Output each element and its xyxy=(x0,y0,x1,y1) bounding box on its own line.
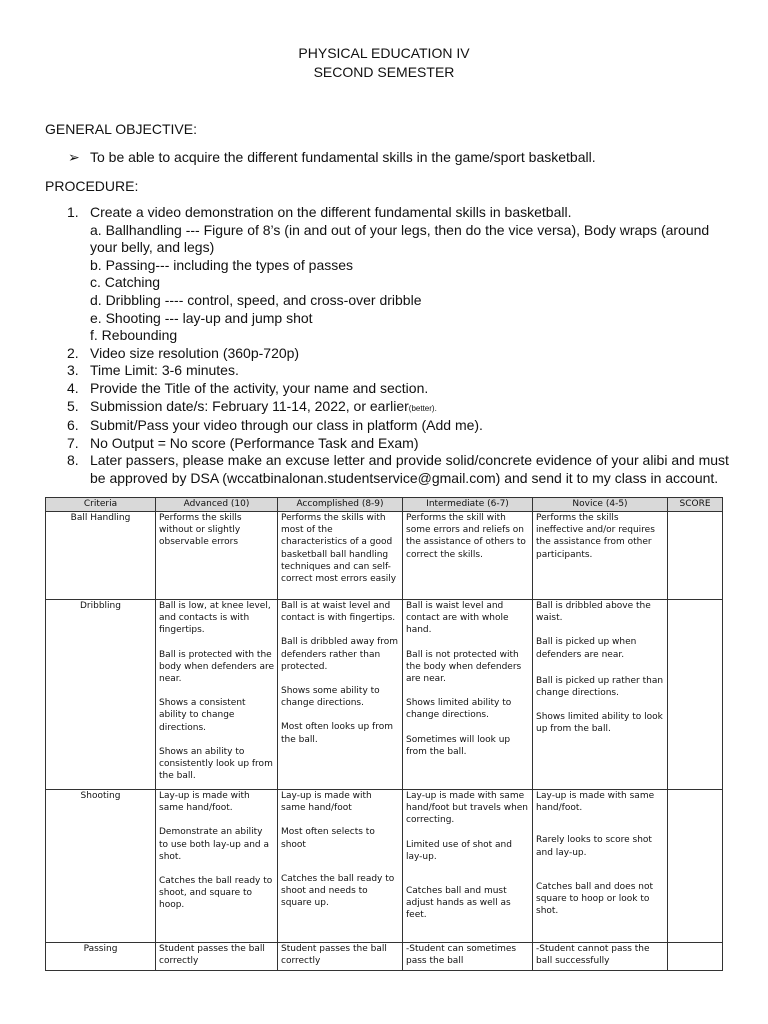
rubric-header-row xyxy=(46,498,723,512)
sub-item-b: b. Passing--- including the types of passes xyxy=(90,256,354,273)
criteria-cell: Ball Handling xyxy=(46,512,156,600)
procedure-item-5: 5. Submission date/s: February 11-14, 2022, or earlier(better). xyxy=(67,397,437,414)
sub-item-c: c. Catching xyxy=(90,274,161,291)
procedure-item-7: 7. No Output = No score (Performance Task and Exam) xyxy=(67,434,419,451)
sub-item-f: f. Rebounding xyxy=(90,327,178,344)
objective-item xyxy=(68,148,748,166)
sub-item-e: e. Shooting --- lay-up and jump shot xyxy=(90,309,313,326)
procedure-item-1: 1. Create a video demonstration on the different fundamental skills in basketball. a. Ballhandling --- Figure of 8’s (in and out of your legs, then do the vice versa), Body wraps (around your belly, and legs) b. Passing--- including the types of passes c. Catching d. Dribbling ---- control, speed, and cross-over dribble e. Shooting --- lay-up and jump shot f. Rebounding xyxy=(45,204,735,345)
objective-text: To be able to acquire the different fundamental skills in the game/sport basketball. xyxy=(90,149,596,165)
score-cell[interactable] xyxy=(668,943,723,971)
score-cell[interactable] xyxy=(668,790,723,943)
sub-item-a: a. Ballhandling --- Figure of 8’s (in and out of your legs, then do the vice versa), Body wraps (around your belly, and legs) xyxy=(90,221,710,256)
procedure-item-4: 4. Provide the Title of the activity, your name and section. xyxy=(67,379,429,396)
table-row: Dribbling Ball is low, at knee level, and contacts is with fingertips. Ball is protected with the body when defenders are near. Shows a consistent ability to change directions. Shows an ability to consistently look up from the ball. Ball is at waist level and contact is with fingertips. Ball is dribbled away from defenders rather than protected. Shows some ability to change directions. Most often looks up from the ball. Ball is waist level and contact are with whole hand. Ball is not protected with the body when defenders are near. Shows limited ability to change directions. Sometimes will look up from the ball. Ball is dribbled above the waist. Ball is picked up when defenders are near. Ball is picked up rather than change directions. Shows limited ability to look up from the ball. xyxy=(46,600,723,790)
header-advanced: Advanced (10) xyxy=(156,498,278,512)
score-cell[interactable] xyxy=(668,512,723,600)
procedure-item-text: Create a video demonstration on the different fundamental skills in basketball. xyxy=(90,204,572,220)
table-row: Shooting Lay-up is made with same hand/foot. Demonstrate an ability to use both lay-up and a shot. Catches the ball ready to shoot, and square to hoop. Lay-up is made with same hand/foot Most often selects to shoot Catches the ball ready to shoot and needs to square up. Lay-up is made with same hand/foot but travels when correcting. Limited use of shot and lay-up. Catches ball and must adjust hands as well as feet. Lay-up is made with same hand/foot. Rarely looks to score shot and lay-up. Catches ball and does not square to hoop or look to shot. xyxy=(46,790,723,943)
score-cell[interactable] xyxy=(668,600,723,790)
document-title: PHYSICAL EDUCATION IV xyxy=(298,45,470,61)
criteria-cell: Passing xyxy=(46,943,156,971)
header-criteria: Criteria xyxy=(46,498,156,512)
criteria-cell: Dribbling xyxy=(46,600,156,790)
header-score: SCORE xyxy=(668,498,723,512)
table-row: Ball Handling Performs the skills without or slightly observable errors Performs the skills with most of the characteristics of a good basketball ball handling techniques and can self-correct most errors easily Performs the skill with some errors and reliefs on the assistance of others to correct the skills. Performs the skills ineffective and/or requires the assistance from other participants. xyxy=(46,512,723,600)
document-subtitle: SECOND SEMESTER xyxy=(313,64,455,80)
procedure-list xyxy=(45,204,735,488)
procedure-item-3: 3. Time Limit: 3-6 minutes. xyxy=(67,362,239,379)
header-novice: Novice (4-5) xyxy=(533,498,668,512)
procedure-item-6: 6. Submit/Pass your video through our class in platform (Add me). xyxy=(67,417,483,434)
sub-item-d: d. Dribbling ---- control, speed, and cross-over dribble xyxy=(90,291,422,308)
header-accomplished: Accomplished (8-9) xyxy=(278,498,403,512)
procedure-item-2: 2. Video size resolution (360p-720p) xyxy=(67,344,300,361)
procedure-heading: PROCEDURE: xyxy=(45,178,139,194)
objective-heading: GENERAL OBJECTIVE: xyxy=(45,121,197,137)
criteria-cell: Shooting xyxy=(46,790,156,943)
header-intermediate: Intermediate (6-7) xyxy=(403,498,533,512)
rubric-table xyxy=(45,497,723,971)
table-row: Passing Student passes the ball correctly Student passes the ball correctly -Student can sometimes pass the ball -Student cannot pass the ball successfully xyxy=(46,943,723,971)
procedure-item-8: 8. Later passers, please make an excuse letter and provide solid/concrete evidence of your alibi and must be approved by DSA (wccatbinalonan.studentservice@gmail.com) and send it to my class in account. xyxy=(67,452,729,486)
arrow-bullet-icon: ➢ xyxy=(68,149,80,165)
